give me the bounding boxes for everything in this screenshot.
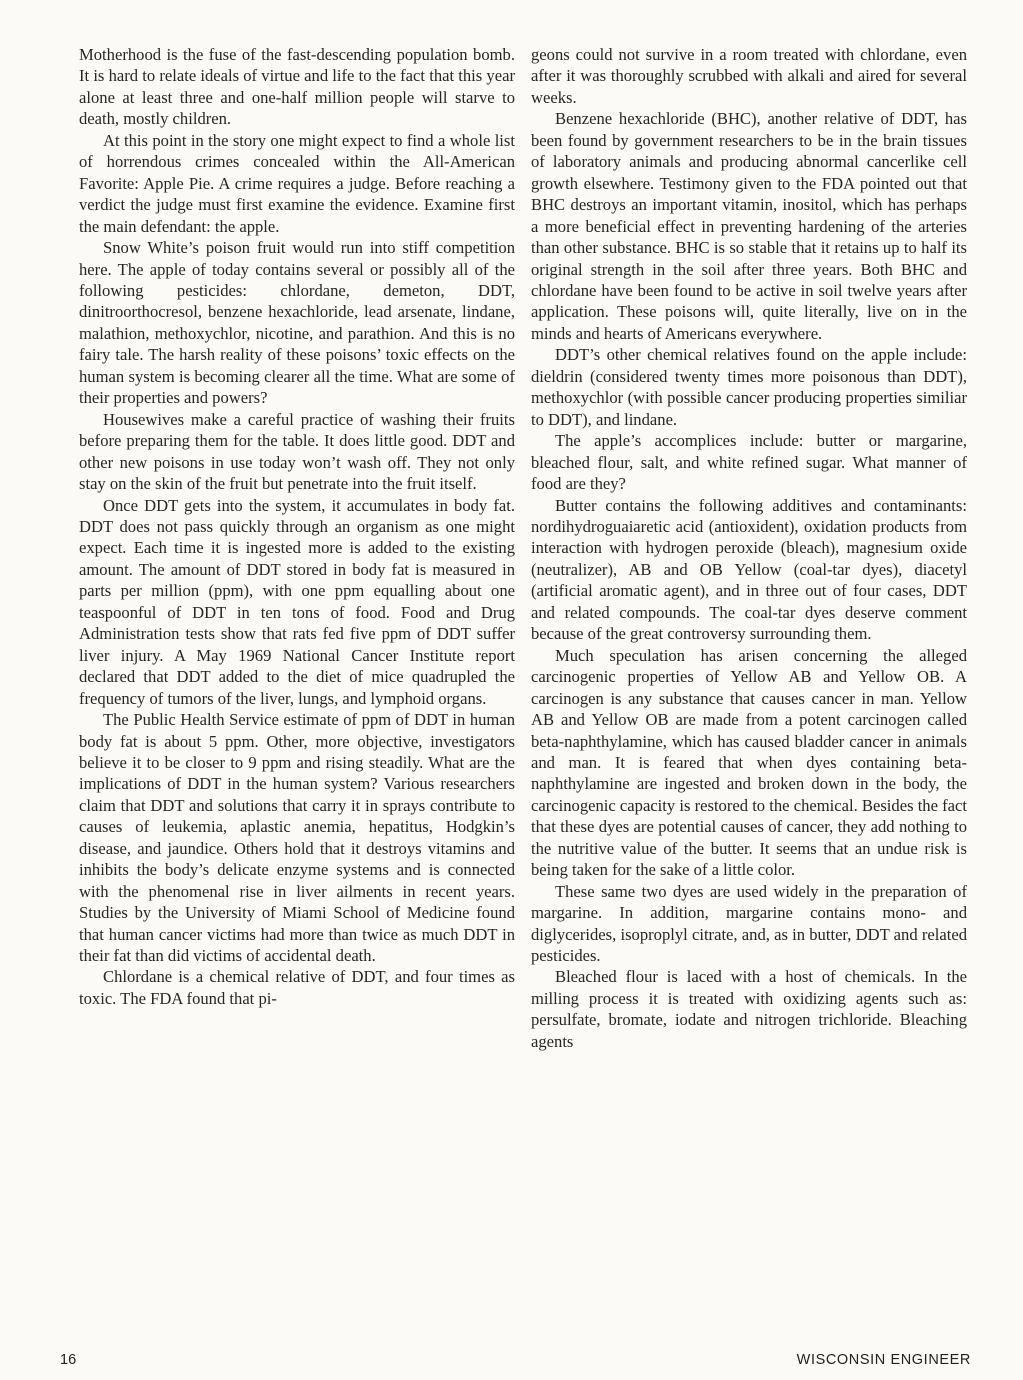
- paragraph: Bleached flour is laced with a host of chemicals. In the milling process it is treated with oxidizing agents such as: persulfate, bromate, iodate and nitrogen trichloride. Bleaching agents: [531, 967, 967, 1051]
- paragraph: geons could not survive in a room treated with chlordane, even after it was thoroughly scrubbed with alkali and aired for several weeks.: [531, 45, 967, 107]
- paragraph: The Public Health Service estimate of ppm of DDT in human body fat is about 5 ppm. Other, more objective, investigators believe it to be closer to 9 ppm and rising steadily. What are the implications of DDT in the human system? Various researchers claim that DDT and solutions that carry it in sprays contribute to causes of leukemia, aplastic anemia, hepatitus, Hodgkin’s disease, and jaundice. Others hold that it destroys vitamins and inhibits the body’s delicate enzyme systems and is connected with the phenomenal rise in liver ailments in recent years. Studies by the University of Miami School of Medicine found that human cancer victims had more than twice as much DDT in their fat than did victims of accidental death.: [79, 710, 515, 966]
- paragraph: These same two dyes are used widely in the preparation of margarine. In addition, margarine contains mono- and diglycerides, isoproplyl citrate, and, as in butter, DDT and related pesticides.: [531, 881, 967, 966]
- paragraph: At this point in the story one might expect to find a whole list of horrendous crimes concealed within the All-American Favorite: Apple Pie. A crime requires a judge. Before reaching a verdict the judge must first examine the evidence. Examine first the main defendant: the apple.: [79, 130, 515, 236]
- paragraph: Benzene hexachloride (BHC), another relative of DDT, has been found by government researchers to be in the brain tissues of laboratory animals and producing abnormal cancerlike cell growth elsewhere. Testimony given to the FDA pointed out that BHC destroys an important vitamin, inositol, which has perhaps a more beneficial effect in preventing hardening of the arteries than other substance. BHC is so stable that it retains up to half its original strength in the soil after three years. Both BHC and chlordane have been found to be active in soil twelve years after application. These poisons will, quite literally, live on in the minds and hearts of Americans everywhere.: [531, 109, 967, 343]
- paragraph: Chlordane is a chemical relative of DDT, and four times as toxic. The FDA found that pi-: [79, 967, 515, 1008]
- paragraph: Motherhood is the fuse of the fast-descending population bomb. It is hard to relate ideals of virtue and life to the fact that this year alone at least three and one-half million people will starve to death, mostly children.: [79, 45, 515, 129]
- paragraph: DDT’s other chemical relatives found on the apple include: dieldrin (considered twenty times more poisonous than DDT), methoxychlor (with possible cancer producing properties similiar to DDT), and lindane.: [531, 345, 967, 429]
- publication-name: WISCONSIN ENGINEER: [796, 1352, 971, 1368]
- paragraph: Once DDT gets into the system, it accumulates in body fat. DDT does not pass quickly through an organism as one might expect. Each time it is ingested more is added to the existing amount. The amount of DDT stored in body fat is measured in parts per million (ppm), with one ppm equalling about one teaspoonful of DDT in ten tons of food. Food and Drug Administration tests show that rats fed five ppm of DDT suffer liver injury. A May 1969 National Cancer Institute report declared that DDT added to the diet of mice quadrupled the frequency of tumors of the liver, lungs, and lymphoid organs.: [79, 495, 515, 708]
- paragraph: Butter contains the following additives and contaminants: nordihydroguaiaretic acid (antioxident), oxidation products from interaction with hydrogen peroxide (bleach), magnesium oxide (neutralizer), AB and OB Yellow (coal-tar dyes), diacetyl (artificial aromatic agent), and in three out of four cases, DDT and related compounds. The coal-tar dyes deserve comment because of the great controversy surrounding them.: [531, 495, 967, 644]
- right-column: [531, 44, 967, 1052]
- paragraph: Much speculation has arisen concerning the alleged carcinogenic properties of Yellow AB and Yellow OB. A carcinogen is any substance that causes cancer in man. Yellow AB and Yellow OB are made from a potent carcinogen called beta-naphthylamine, which has caused bladder cancer in animals and man. It is feared that when dyes containing beta-naphthylamine are ingested and broken down in the body, the carcinogenic capacity is restored to the chemical. Besides the fact that these dyes are potential causes of cancer, they add nothing to the nutritive value of the butter. It seems that an undue risk is being taken for the sake of a little color.: [531, 645, 967, 880]
- page-number: 16: [60, 1352, 77, 1368]
- left-column: [79, 44, 515, 1009]
- paragraph: Housewives make a careful practice of washing their fruits before preparing them for the table. It does little good. DDT and other new poisons in use today won’t wash off. They not only stay on the skin of the fruit but penetrate into the fruit itself.: [79, 409, 515, 494]
- paragraph: The apple’s accomplices include: butter or margarine, bleached flour, salt, and white refined sugar. What manner of food are they?: [531, 431, 967, 494]
- paragraph: Snow White’s poison fruit would run into stiff competition here. The apple of today contains several or possibly all of the following pesticides: chlordane, demeton, DDT, dinitroorthocresol, benzene hexachloride, lead arsenate, lindane, malathion, methoxychlor, nicotine, and parathion. And this is no fairy tale. The harsh reality of these poisons’ toxic effects on the human system is becoming clearer all the time. What are some of their properties and powers?: [79, 238, 515, 408]
